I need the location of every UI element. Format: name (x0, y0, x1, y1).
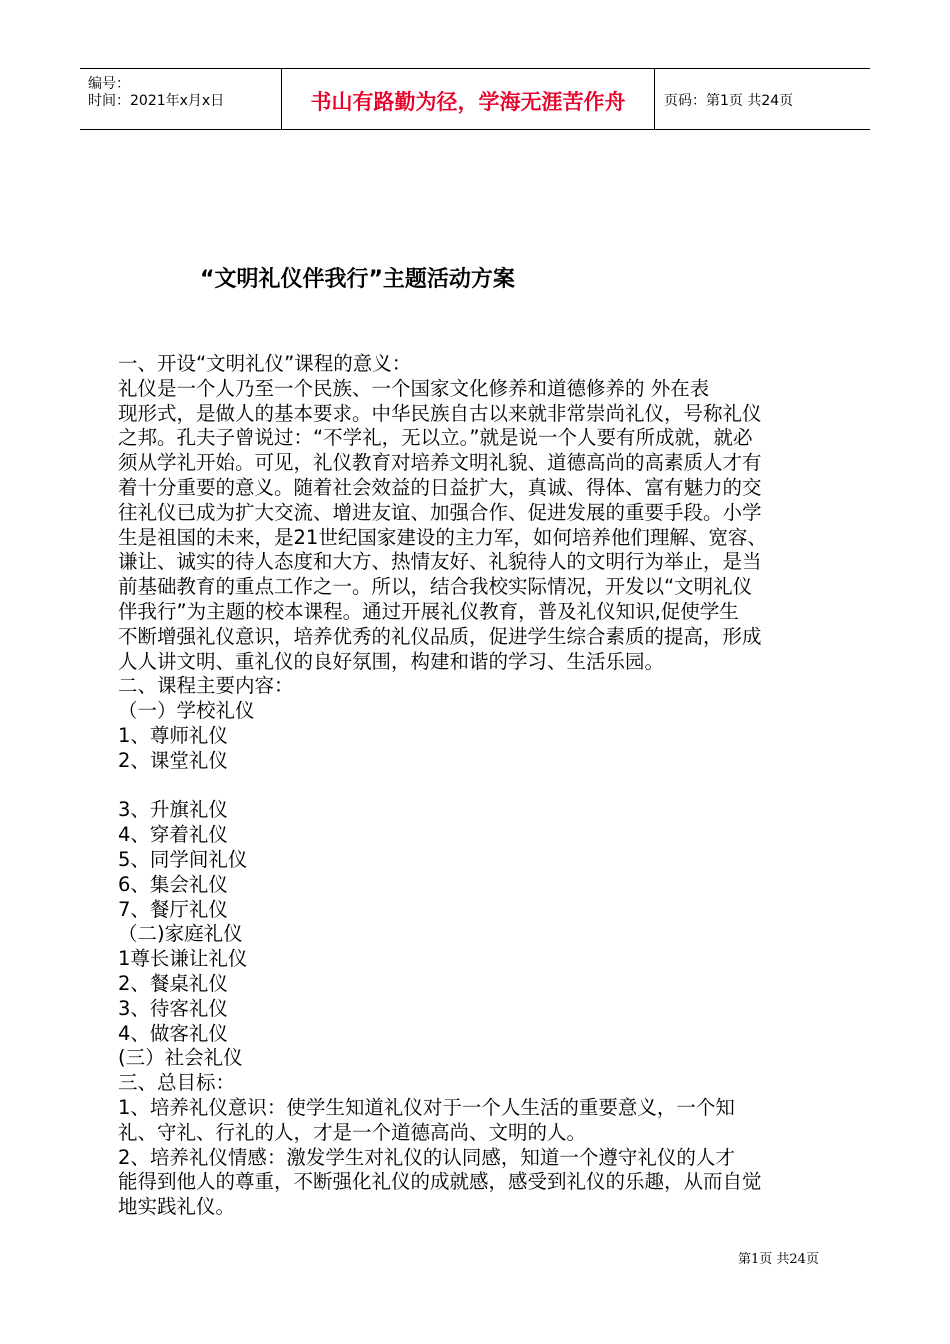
body-line: 4、做客礼仪 (118, 1021, 228, 1045)
page-footer: 第1页 共24页 (738, 1252, 819, 1267)
body-line: 4、穿着礼仪 (118, 823, 228, 847)
body-line: 前基础教育的重点工作之一。所以，结合我校实际情况，开发以“文明礼仪 (118, 575, 753, 599)
body-line: 2、课堂礼仪 (118, 748, 228, 772)
body-line: 1、培养礼仪意识：使学生知道礼仪对于一个人生活的重要意义，一个知 (118, 1096, 735, 1119)
body-line: 2、培养礼仪情感：激发学生对礼仪的认同感，知道一个遵守礼仪的人才 (118, 1145, 735, 1169)
header-motto-cell (281, 69, 655, 129)
body-line: 现形式，是做人的基本要求。中华民族自古以来就非常崇尚礼仪，号称礼仪 (118, 401, 762, 425)
time-label: 时间：2021年x月x日 (88, 93, 225, 109)
body-line: （一）学校礼仪 (118, 699, 255, 723)
body-line: 谦让、诚实的待人态度和大方、热情友好、礼貌待人的文明行为举止，是当 (118, 550, 762, 574)
body-line: 1尊长谦让礼仪 (118, 947, 248, 971)
body-line: 着十分重要的意义。随着社会效益的日益扩大，真诚、得体、富有魅力的交 (118, 476, 762, 499)
header-left-cell (80, 69, 280, 129)
page-label: 页码：第1页 共24页 (664, 93, 794, 109)
body-line: 2、餐桌礼仪 (118, 972, 228, 995)
body-line: 3、待客礼仪 (118, 996, 228, 1020)
body-line: 三、总目标： (118, 1071, 236, 1095)
page-header (80, 68, 870, 130)
body-line: 往礼仪已成为扩大交流、增进友谊、加强合作、促进发展的重要手段。小学 (118, 500, 762, 524)
body-line: 伴我行”为主题的校本课程。通过开展礼仪教育，普及礼仪知识,促使学生 (118, 600, 739, 623)
body-line: 一、开设“文明礼仪”课程的意义： (118, 352, 412, 375)
body-line: 之邦。孔夫子曾说过：“不学礼，无以立。”就是说一个人要有所成就，就必 (118, 426, 753, 450)
document-title: “文明礼仪伴我行”主题活动方案 (200, 267, 515, 292)
body-line: (三）社会礼仪 (118, 1046, 243, 1070)
number-label: 编号： (88, 76, 130, 92)
body-line: 5、同学间礼仪 (118, 848, 248, 871)
body-line: （二)家庭礼仪 (118, 922, 243, 946)
body-line: 7、餐厅礼仪 (118, 897, 228, 921)
body-line: 二、课程主要内容： (118, 674, 294, 698)
header-right-cell (654, 69, 870, 129)
body-line: 1、尊师礼仪 (118, 724, 228, 747)
body-line: 不断增强礼仪意识，培养优秀的礼仪品质，促进学生综合素质的提高，形成 (118, 624, 762, 648)
body-line: 生是祖国的未来，是21世纪国家建设的主力军，如何培养他们理解、宽容、 (118, 525, 767, 549)
body-line: 能得到他人的尊重，不断强化礼仪的成就感，感受到礼仪的乐趣，从而自觉 (118, 1170, 762, 1194)
body-line: 人人讲文明、重礼仪的良好氛围，构建和谐的学习、生活乐园。 (118, 649, 665, 673)
body-line: 地实践礼仪。 (118, 1195, 236, 1219)
body-line: 礼仪是一个人乃至一个民族、一个国家文化修养和道德修养的 外在表 (118, 376, 710, 400)
body-line: 6、集会礼仪 (118, 872, 228, 896)
body-line: 3、升旗礼仪 (118, 798, 228, 822)
body-line: 礼、守礼、行礼的人，才是一个道德高尚、文明的人。 (118, 1120, 587, 1144)
motto-text: 书山有路勤为径，学海无涯苦作舟 (310, 90, 626, 114)
body-line: 须从学礼开始。可见，礼仪教育对培养文明礼貌、道德高尚的高素质人才有 (118, 451, 762, 475)
